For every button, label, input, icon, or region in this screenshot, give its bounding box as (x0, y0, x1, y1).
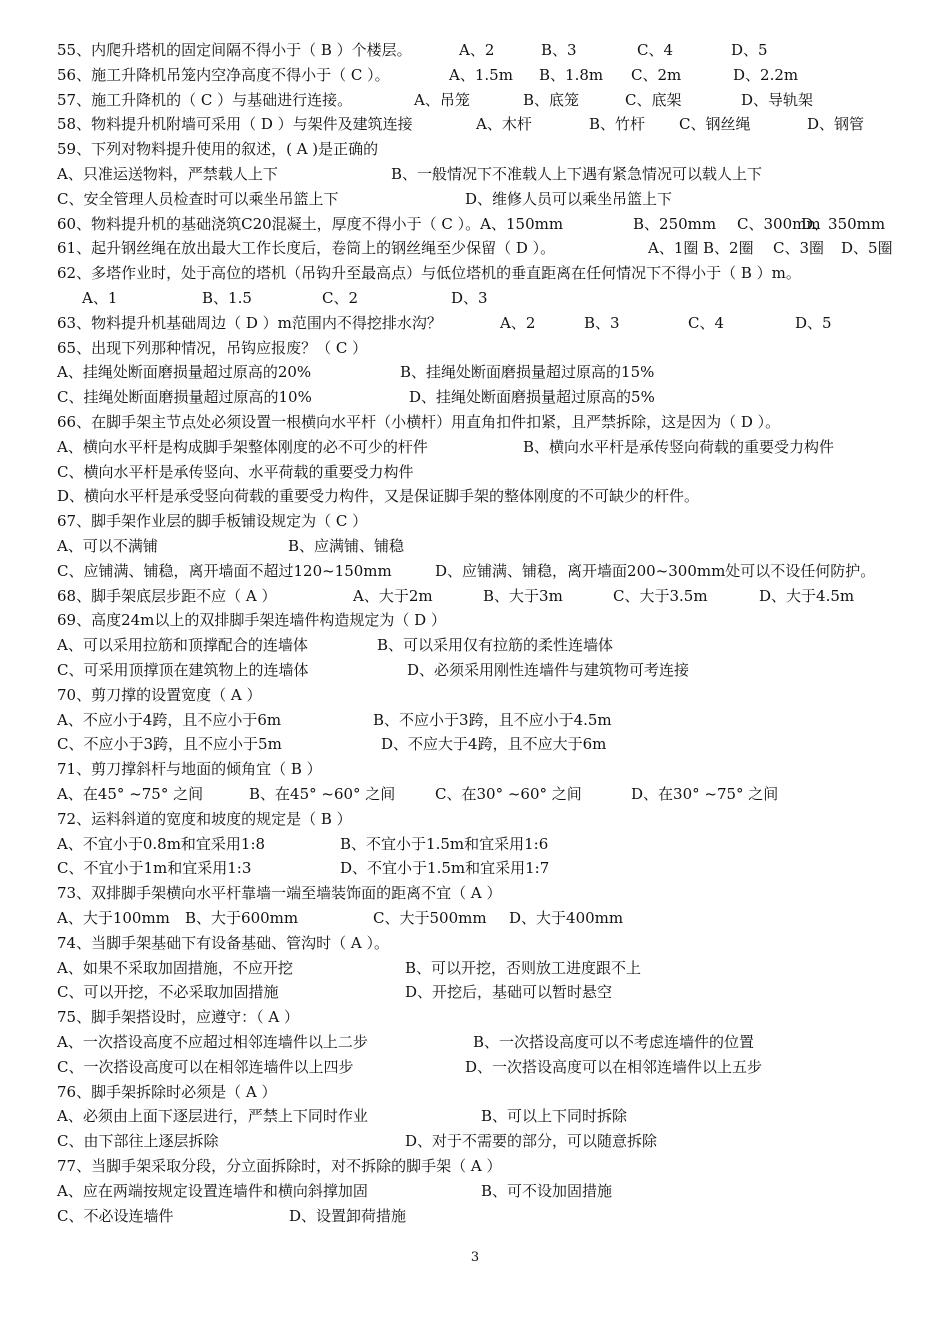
line-text: 61、起升钢丝绳在放出最大工作长度后，卷筒上的钢丝绳至少保留（ D ）。 (57, 239, 556, 258)
option-text: B、挂绳处断面磨损量超过原高的15% (400, 363, 655, 382)
option-text: B、大于3m (483, 586, 563, 605)
option-text: C、4 (637, 41, 674, 59)
text-line (57, 1129, 930, 1153)
text-line (57, 410, 930, 434)
option-text: B、250mm (633, 214, 717, 233)
line-text: 55、内爬升塔机的固定间隔不得小于（ B ）个楼层。 (57, 41, 412, 59)
option-text: D、维修人员可以乘坐吊篮上下 (465, 189, 673, 208)
line-text: 69、高度24m以上的双排脚手架连墙件构造规定为（ D ） (57, 611, 446, 630)
text-line (57, 187, 930, 211)
line-text: 56、施工升降机吊笼内空净高度不得小于（ C ）。 (57, 65, 390, 84)
option-text: D、不宜小于1.5m和宜采用1:7 (340, 859, 550, 878)
text-line (57, 782, 930, 806)
line-text: C、不必设连墙件 (57, 1206, 174, 1225)
option-text: B、3 (584, 313, 620, 332)
option-text: B、可以上下同时拆除 (481, 1107, 628, 1126)
text-line (57, 832, 930, 856)
option-text: A、大于2m (353, 586, 433, 605)
line-text: 76、脚手架拆除时必须是（ A ） (57, 1082, 277, 1101)
text-line (57, 559, 930, 583)
line-text: A、横向水平杆是构成脚手架整体刚度的必不可少的杆件 (57, 437, 428, 456)
text-line (57, 88, 930, 112)
line-text: A、必须由上面下逐层进行，严禁上下同时作业 (57, 1107, 368, 1126)
line-text: 72、运料斜道的宽度和坡度的规定是（ B ） (57, 809, 352, 828)
text-line (57, 112, 930, 136)
text-line (57, 460, 930, 484)
option-text: B、2圈 (703, 239, 754, 258)
option-text: D、3 (451, 289, 488, 307)
text-line (57, 212, 930, 236)
text-line (57, 1030, 930, 1054)
text-line (57, 1204, 930, 1228)
option-text: B、应满铺、铺稳 (288, 537, 405, 555)
text-line (57, 881, 930, 905)
text-line (57, 38, 930, 62)
option-text: C、大于3.5m (613, 586, 708, 605)
text-line (57, 385, 930, 409)
line-text: A、可以不满铺 (57, 537, 158, 555)
option-text: B、可不设加固措施 (481, 1181, 613, 1200)
option-text: D、必须采用刚性连墙件与建筑物可考连接 (407, 661, 690, 679)
text-line (57, 311, 930, 335)
line-text: C、应铺满、铺稳，离开墙面不超过120~150mm (57, 561, 392, 580)
option-text: B、一般情况下不准载人上下遇有紧急情况可以载人上下 (391, 165, 763, 183)
option-text: D、大于4.5m (759, 586, 855, 605)
text-line (57, 633, 930, 657)
line-text: 65、出现下列那种情况，吊钩应报废？（ C ） (57, 338, 368, 357)
line-text: 71、剪刀撑斜杆与地面的倾角宜（ B ） (57, 760, 322, 779)
text-line (57, 1154, 930, 1178)
option-text: D、5 (795, 313, 832, 332)
line-text: C、可以开挖，不必采取加固措施 (57, 983, 279, 1002)
line-text: C、安全管理人员检查时可以乘坐吊篮上下 (57, 189, 339, 208)
line-text: A、在45° ~75° 之间 (57, 785, 204, 803)
line-text: A、一次搭设高度不应超过相邻连墙件以上二步 (57, 1033, 368, 1051)
line-text: 66、在脚手架主节点处必须设置一根横向水平杆（小横杆）用直角扣件扣紧，且严禁拆除，这是因为（ D ）。 (57, 413, 781, 431)
option-text: D、导轨架 (741, 90, 814, 109)
line-text: C、不应小于3跨，且不应小于5m (57, 735, 282, 754)
line-text: A、如果不采取加固措施，不应开挖 (57, 958, 293, 977)
option-text: D、不应大于4跨，且不应大于6m (381, 735, 607, 754)
line-text: 67、脚手架作业层的脚手板铺设规定为（ C ） (57, 512, 368, 531)
text-line (57, 435, 930, 459)
line-text: 60、物料提升机的基础浇筑C20混凝土，厚度不得小于（ C ）。A、150mm (57, 214, 564, 233)
option-text: C、钢丝绳 (679, 115, 751, 134)
text-line (57, 931, 930, 955)
text-line (57, 236, 930, 260)
line-text: A、可以采用拉筋和顶撑配合的连墙体 (57, 636, 308, 655)
option-text: A、2 (500, 313, 536, 332)
line-text: 59、下列对物料提升使用的叙述，( A )是正确的 (57, 140, 379, 159)
line-text: C、横向水平杆是承传竖向、水平荷载的重要受力构件 (57, 462, 414, 481)
option-text: D、2.2m (733, 65, 799, 84)
text-line (57, 608, 930, 632)
option-text: B、不应小于3跨，且不应小于4.5m (373, 710, 612, 729)
text-line (57, 162, 930, 186)
option-text: C、300mm (737, 214, 821, 233)
option-text: D、设置卸荷措施 (289, 1206, 407, 1225)
line-text: A、1 (82, 289, 118, 307)
text-line (57, 336, 930, 360)
text-line (57, 980, 930, 1004)
option-text: B、3 (541, 41, 577, 59)
option-text: B、1.8m (539, 65, 604, 84)
option-text: B、可以开挖，否则放工进度跟不上 (405, 958, 642, 977)
option-text: A、2 (459, 41, 495, 59)
option-text: B、大于600mm (185, 909, 299, 927)
line-text: 73、双排脚手架横向水平杆靠墙一端至墙装饰面的距离不宜（ A ） (57, 884, 502, 903)
line-text: 57、施工升降机的（ C ）与基础进行连接。 (57, 90, 353, 109)
option-text: D、开挖后，基础可以暂时悬空 (405, 983, 613, 1002)
option-text: D、5 (731, 41, 768, 59)
option-text: D、在30° ~75° 之间 (631, 785, 779, 803)
text-line (57, 484, 930, 508)
text-line (57, 683, 930, 707)
option-text: D、应铺满、铺稳，离开墙面200~300mm处可以不设任何防护。 (435, 561, 876, 580)
option-text: A、1.5m (449, 65, 513, 84)
option-text: B、不宜小于1.5m和宜采用1:6 (340, 834, 549, 853)
text-line (57, 137, 930, 161)
option-text: B、底笼 (523, 90, 580, 109)
option-text: D、大于400mm (509, 909, 624, 927)
line-text: 63、物料提升机基础周边（ D ）m范围内不得挖排水沟？ (57, 313, 442, 332)
text-line (57, 286, 930, 310)
text-line (57, 1104, 930, 1128)
text-line (57, 956, 930, 980)
text-line (57, 1055, 930, 1079)
text-line (57, 1005, 930, 1029)
option-text: C、3圈 (773, 239, 825, 258)
option-text: D、挂绳处断面磨损量超过原高的5% (409, 388, 655, 407)
option-text: B、竹杆 (589, 115, 646, 134)
option-text: B、1.5 (202, 289, 252, 307)
option-text: B、可以采用仅有拉筋的柔性连墙体 (377, 636, 614, 655)
option-text: B、在45° ~60° 之间 (249, 785, 396, 803)
text-line (57, 757, 930, 781)
line-text: 62、多塔作业时，处于高位的塔机（吊钩升至最高点）与低位塔机的垂直距离在任何情况下不得小于（ B ）m。 (57, 264, 801, 283)
option-text: B、一次搭设高度可以不考虑连墙件的位置 (473, 1033, 755, 1051)
line-text: C、一次搭设高度可以在相邻连墙件以上四步 (57, 1057, 354, 1076)
option-text: C、底架 (625, 90, 682, 109)
text-line (57, 658, 930, 682)
option-text: A、1圈 (648, 239, 699, 258)
line-text: A、挂绳处断面磨损量超过原高的20% (57, 363, 312, 382)
line-text: 74、当脚手架基础下有设备基础、管沟时（ A ）。 (57, 933, 389, 952)
option-text: D、钢管 (807, 115, 865, 134)
option-text: A、吊笼 (414, 90, 470, 109)
line-text: 77、当脚手架采取分段，分立面拆除时，对不拆除的脚手架（ A ） (57, 1157, 502, 1175)
text-line (57, 856, 930, 880)
line-text: A、不宜小于0.8m和宜采用1:8 (57, 834, 266, 853)
option-text: C、2 (322, 289, 359, 307)
line-text: A、应在两端按规定设置连墙件和横向斜撑加固 (57, 1181, 368, 1200)
text-line (57, 732, 930, 756)
text-line (57, 63, 930, 87)
line-text: C、由下部往上逐层拆除 (57, 1132, 219, 1151)
text-line (57, 360, 930, 384)
text-line (57, 807, 930, 831)
line-text: 58、物料提升机附墙可采用（ D ）与架件及建筑连接 (57, 115, 413, 134)
line-text: C、可采用顶撑顶在建筑物上的连墙体 (57, 661, 309, 679)
text-line (57, 584, 930, 608)
page-number: 3 (470, 1250, 480, 1265)
option-text: D、一次搭设高度可以在相邻连墙件以上五步 (465, 1057, 763, 1076)
line-text: C、挂绳处断面磨损量超过原高的10% (57, 388, 312, 407)
line-text: C、不宜小于1m和宜采用1:3 (57, 859, 252, 878)
option-text: C、2m (631, 65, 682, 84)
option-text: D、5圈 (841, 239, 893, 258)
option-text: C、大于500mm (373, 909, 487, 927)
option-text: C、4 (688, 313, 725, 332)
option-text: D、对于不需要的部分，可以随意拆除 (405, 1132, 658, 1151)
text-line (57, 261, 930, 285)
line-text: 75、脚手架搭设时，应遵守：（ A ） (57, 1008, 299, 1027)
option-text: A、木杆 (476, 115, 532, 134)
text-line (57, 708, 930, 732)
line-text: A、大于100mm (57, 909, 170, 927)
line-text: A、只准运送物料，严禁载人上下 (57, 165, 278, 183)
text-line (57, 1179, 930, 1203)
option-text: C、在30° ~60° 之间 (435, 785, 582, 803)
text-line (57, 906, 930, 930)
text-line (57, 534, 930, 558)
text-line (57, 509, 930, 533)
option-text: B、横向水平杆是承传竖向荷载的重要受力构件 (523, 437, 835, 456)
text-line (57, 1080, 930, 1104)
option-text: D、350mm (801, 214, 886, 233)
line-text: D、横向水平杆是承受竖向荷载的重要受力构件，又是保证脚手架的整体刚度的不可缺少的杆件。 (57, 487, 700, 506)
line-text: 70、剪刀撑的设置宽度（ A ） (57, 685, 262, 704)
line-text: A、不应小于4跨，且不应小于6m (57, 710, 282, 729)
line-text: 68、脚手架底层步距不应（ A ） (57, 586, 277, 605)
